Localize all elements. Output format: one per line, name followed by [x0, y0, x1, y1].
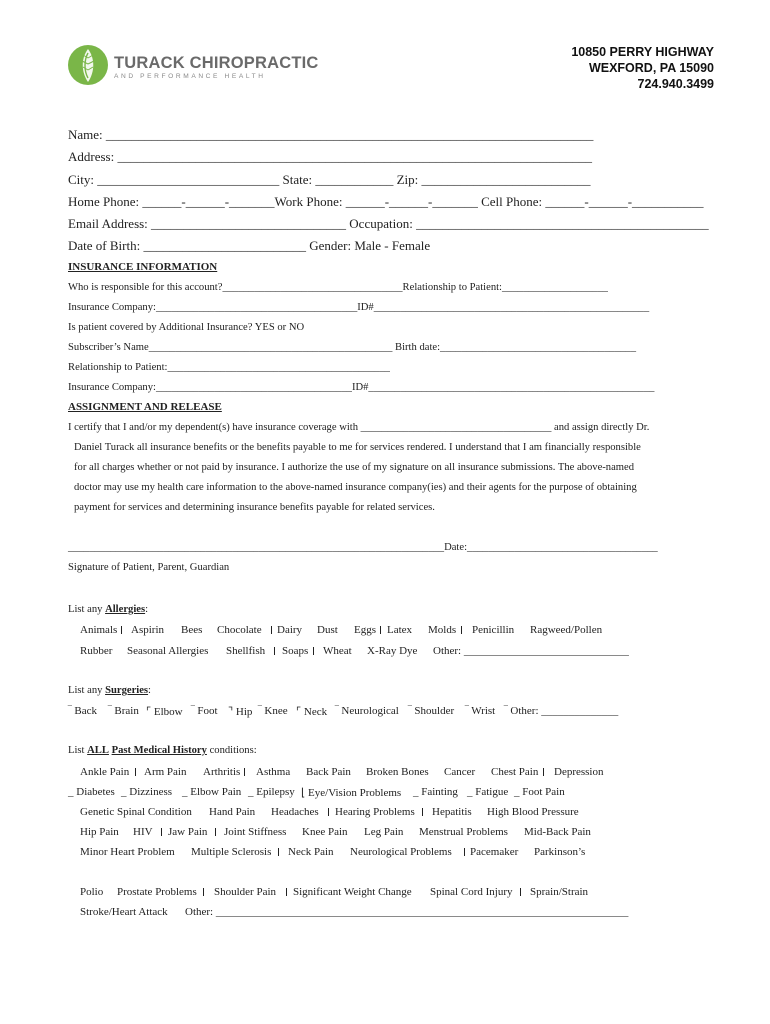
clinic-address-line1: 10850 PERRY HIGHWAY: [571, 45, 714, 59]
history-option[interactable]: Foot Pain: [522, 786, 565, 798]
checkbox-icon[interactable]: [328, 808, 329, 816]
signature-date-line[interactable]: _______________________________________________________________________Date:____________________________________: [68, 542, 658, 553]
checkbox-icon[interactable]: [203, 888, 204, 896]
name-field[interactable]: Name: ___________________________________________________________________________: [68, 127, 594, 142]
history-option[interactable]: Hand Pain: [209, 806, 256, 818]
history-option[interactable]: Pacemaker: [470, 846, 519, 858]
surgery-option[interactable]: Neurological: [341, 705, 399, 717]
history-option[interactable]: Stroke/Heart Attack: [80, 906, 168, 918]
checkbox-icon[interactable]: [380, 626, 381, 634]
clinic-tagline: AND PERFORMANCE HEALTH: [114, 73, 266, 80]
history-option[interactable]: Cancer: [444, 766, 476, 778]
history-option[interactable]: Multiple Sclerosis: [191, 846, 272, 858]
checkbox-icon[interactable]: [244, 768, 245, 776]
history-option[interactable]: Menstrual Problems: [419, 826, 508, 838]
surgery-option[interactable]: Neck: [303, 706, 328, 718]
allergy-option[interactable]: Shellfish: [226, 645, 266, 657]
history-option[interactable]: HIV: [133, 826, 153, 838]
insurance-heading: INSURANCE INFORMATION: [68, 261, 218, 273]
allergy-option[interactable]: Dairy: [277, 624, 303, 636]
history-option[interactable]: Fatigue: [475, 786, 509, 798]
insurance-company-field[interactable]: Insurance Company:______________________________________ID#____________________________________________________: [68, 302, 650, 313]
history-option[interactable]: Hearing Problems: [335, 806, 415, 818]
checkbox-icon[interactable]: [461, 626, 462, 634]
checkbox-icon[interactable]: [313, 647, 314, 655]
allergy-option[interactable]: Ragweed/Pollen: [530, 624, 603, 636]
surgery-option[interactable]: Brain: [114, 705, 139, 717]
checkbox-icon[interactable]: [520, 888, 521, 896]
allergy-option[interactable]: Eggs: [354, 624, 376, 636]
checkbox-icon[interactable]: [161, 828, 162, 836]
history-option[interactable]: Shoulder Pain: [214, 886, 277, 898]
surgery-option[interactable]: Back: [74, 705, 98, 717]
history-option[interactable]: Headaches: [271, 806, 319, 818]
allergy-option[interactable]: Dust: [317, 624, 338, 636]
history-option[interactable]: Fainting: [421, 786, 458, 798]
history-option[interactable]: Mid-Back Pain: [524, 826, 591, 838]
assignment-text-line3: for all charges whether or not paid by insurance. I authorize the use of my signature on all insurance submissions. The above-named: [74, 462, 635, 473]
checkbox-icon[interactable]: [422, 808, 423, 816]
history-option[interactable]: Significant Weight Change: [293, 886, 412, 898]
checkbox-icon[interactable]: [271, 626, 272, 634]
history-option[interactable]: Spinal Cord Injury: [430, 886, 513, 898]
surgery-option[interactable]: Foot: [197, 705, 218, 717]
additional-insurance-question[interactable]: Is patient covered by Additional Insurance? YES or NO: [68, 322, 305, 333]
history-option[interactable]: High Blood Pressure: [487, 806, 579, 818]
surgeries-heading: List any Surgeries:: [68, 685, 151, 696]
checkbox-icon[interactable]: [286, 888, 287, 896]
checkbox-icon[interactable]: [135, 768, 136, 776]
assignment-text-line1: I certify that I and/or my dependent(s) have insurance coverage with ____________________________________ and assign directly Dr.: [68, 422, 650, 433]
signature-label: Signature of Patient, Parent, Guardian: [68, 562, 230, 573]
history-option[interactable]: Neck Pain: [288, 846, 334, 858]
checkbox-icon[interactable]: [121, 626, 122, 634]
history-option[interactable]: Hip Pain: [80, 826, 119, 838]
allergy-option[interactable]: Bees: [181, 624, 203, 636]
responsible-party-field[interactable]: Who is responsible for this account?__________________________________Relationship to Patient:____________________: [68, 282, 608, 293]
history-option[interactable]: Broken Bones: [366, 766, 429, 778]
history-option[interactable]: Elbow Pain: [190, 786, 242, 798]
assignment-text-line2: Daniel Turack all insurance benefits or the benefits payable to me for services rendered. I understand that I am financially responsible: [74, 442, 641, 453]
subscriber-name-field[interactable]: Subscriber’s Name______________________________________________ Birth date:_____________________________________: [68, 342, 637, 353]
history-option[interactable]: Arm Pain: [144, 766, 187, 778]
history-option[interactable]: Leg Pain: [364, 826, 404, 838]
allergy-option[interactable]: Soaps: [282, 645, 309, 657]
allergies-heading: List any Allergies:: [68, 604, 149, 615]
history-option[interactable]: Minor Heart Problem: [80, 846, 175, 858]
assignment-text-line5: payment for services and determining insurance benefits payable for related services.: [74, 502, 435, 513]
history-option[interactable]: Asthma: [256, 766, 291, 778]
history-option[interactable]: Jaw Pain: [168, 826, 208, 838]
assignment-heading: ASSIGNMENT AND RELEASE: [68, 401, 222, 413]
history-option[interactable]: Genetic Spinal Condition: [80, 806, 192, 818]
history-option[interactable]: Neurological Problems: [350, 846, 452, 858]
phone-fields[interactable]: Home Phone: ______-______-_______Work Phone: ______-______-_______ Cell Phone: ______-______-___________: [68, 194, 704, 209]
allergy-option[interactable]: X-Ray Dye: [367, 645, 418, 657]
allergy-option[interactable]: Penicillin: [472, 624, 515, 636]
history-option[interactable]: Knee Pain: [302, 826, 348, 838]
surgery-option[interactable]: Wrist: [471, 705, 496, 717]
history-option[interactable]: Polio: [80, 886, 104, 898]
allergy-option[interactable]: Aspirin: [131, 624, 164, 636]
checkbox-icon[interactable]: [543, 768, 544, 776]
additional-insurance-company-field[interactable]: Insurance Company:_____________________________________ID#______________________________________________________: [68, 382, 655, 393]
allergy-option[interactable]: Chocolate: [217, 624, 262, 636]
history-option[interactable]: Joint Stiffness: [224, 826, 287, 838]
relationship-field[interactable]: Relationship to Patient:__________________________________________: [68, 362, 390, 373]
assignment-text-line4: doctor may use my health care information to the above-named insurance company(ies) and their agents for the purpose of obtaining: [74, 482, 637, 493]
history-option[interactable]: Parkinson’s: [534, 846, 586, 858]
allergy-option[interactable]: Molds: [428, 624, 457, 636]
checkbox-icon[interactable]: [278, 848, 279, 856]
email-occupation-fields[interactable]: Email Address: ______________________________ Occupation: _____________________________________________: [68, 216, 709, 231]
clinic-phone: 724.940.3499: [637, 77, 714, 91]
surgery-option[interactable]: Shoulder: [414, 705, 455, 717]
history-option[interactable]: Chest Pain: [491, 766, 539, 778]
history-option[interactable]: Ankle Pain: [80, 766, 130, 778]
clinic-name: TURACK CHIROPRACTIC: [114, 54, 319, 72]
history-option[interactable]: Epilepsy: [256, 786, 295, 798]
clinic-logo-icon: [67, 44, 109, 86]
surgery-option[interactable]: Hip: [235, 706, 253, 718]
city-state-zip-field[interactable]: City: ____________________________ State: ____________ Zip: __________________________: [68, 172, 591, 187]
surgery-option[interactable]: Knee: [264, 705, 288, 717]
allergy-option[interactable]: Wheat: [323, 645, 352, 657]
checkbox-icon[interactable]: [274, 647, 275, 655]
history-other-field[interactable]: Other: ___________________________________________________________________________: [185, 906, 629, 918]
checkbox-icon[interactable]: [215, 828, 216, 836]
history-option[interactable]: Arthritis: [203, 766, 241, 778]
allergy-option[interactable]: Rubber: [80, 645, 113, 657]
surgery-other-field[interactable]: Other: ______________: [510, 705, 619, 717]
address-field[interactable]: Address: _________________________________________________________________________: [68, 149, 592, 164]
history-heading: List ALL Past Medical History conditions:: [68, 745, 257, 756]
history-option[interactable]: Hepatitis: [432, 806, 472, 818]
allergy-option[interactable]: Animals: [80, 624, 118, 636]
dob-gender-fields[interactable]: Date of Birth: _________________________ Gender: Male - Female: [68, 238, 431, 253]
history-option[interactable]: Diabetes: [76, 786, 115, 798]
history-option[interactable]: Dizziness: [129, 786, 173, 798]
checkbox-icon[interactable]: [464, 848, 465, 856]
history-option[interactable]: Sprain/Strain: [530, 886, 589, 898]
history-option[interactable]: Back Pain: [306, 766, 351, 778]
allergy-other-field[interactable]: Other: ______________________________: [433, 645, 629, 657]
clinic-address-line2: WEXFORD, PA 15090: [588, 61, 714, 75]
allergy-option[interactable]: Latex: [387, 624, 413, 636]
history-option[interactable]: Eye/Vision Problems: [308, 787, 402, 799]
history-option[interactable]: Prostate Problems: [117, 886, 197, 898]
allergy-option[interactable]: Seasonal Allergies: [127, 645, 209, 657]
history-option[interactable]: Depression: [554, 766, 604, 778]
surgery-option[interactable]: Elbow: [153, 706, 183, 718]
